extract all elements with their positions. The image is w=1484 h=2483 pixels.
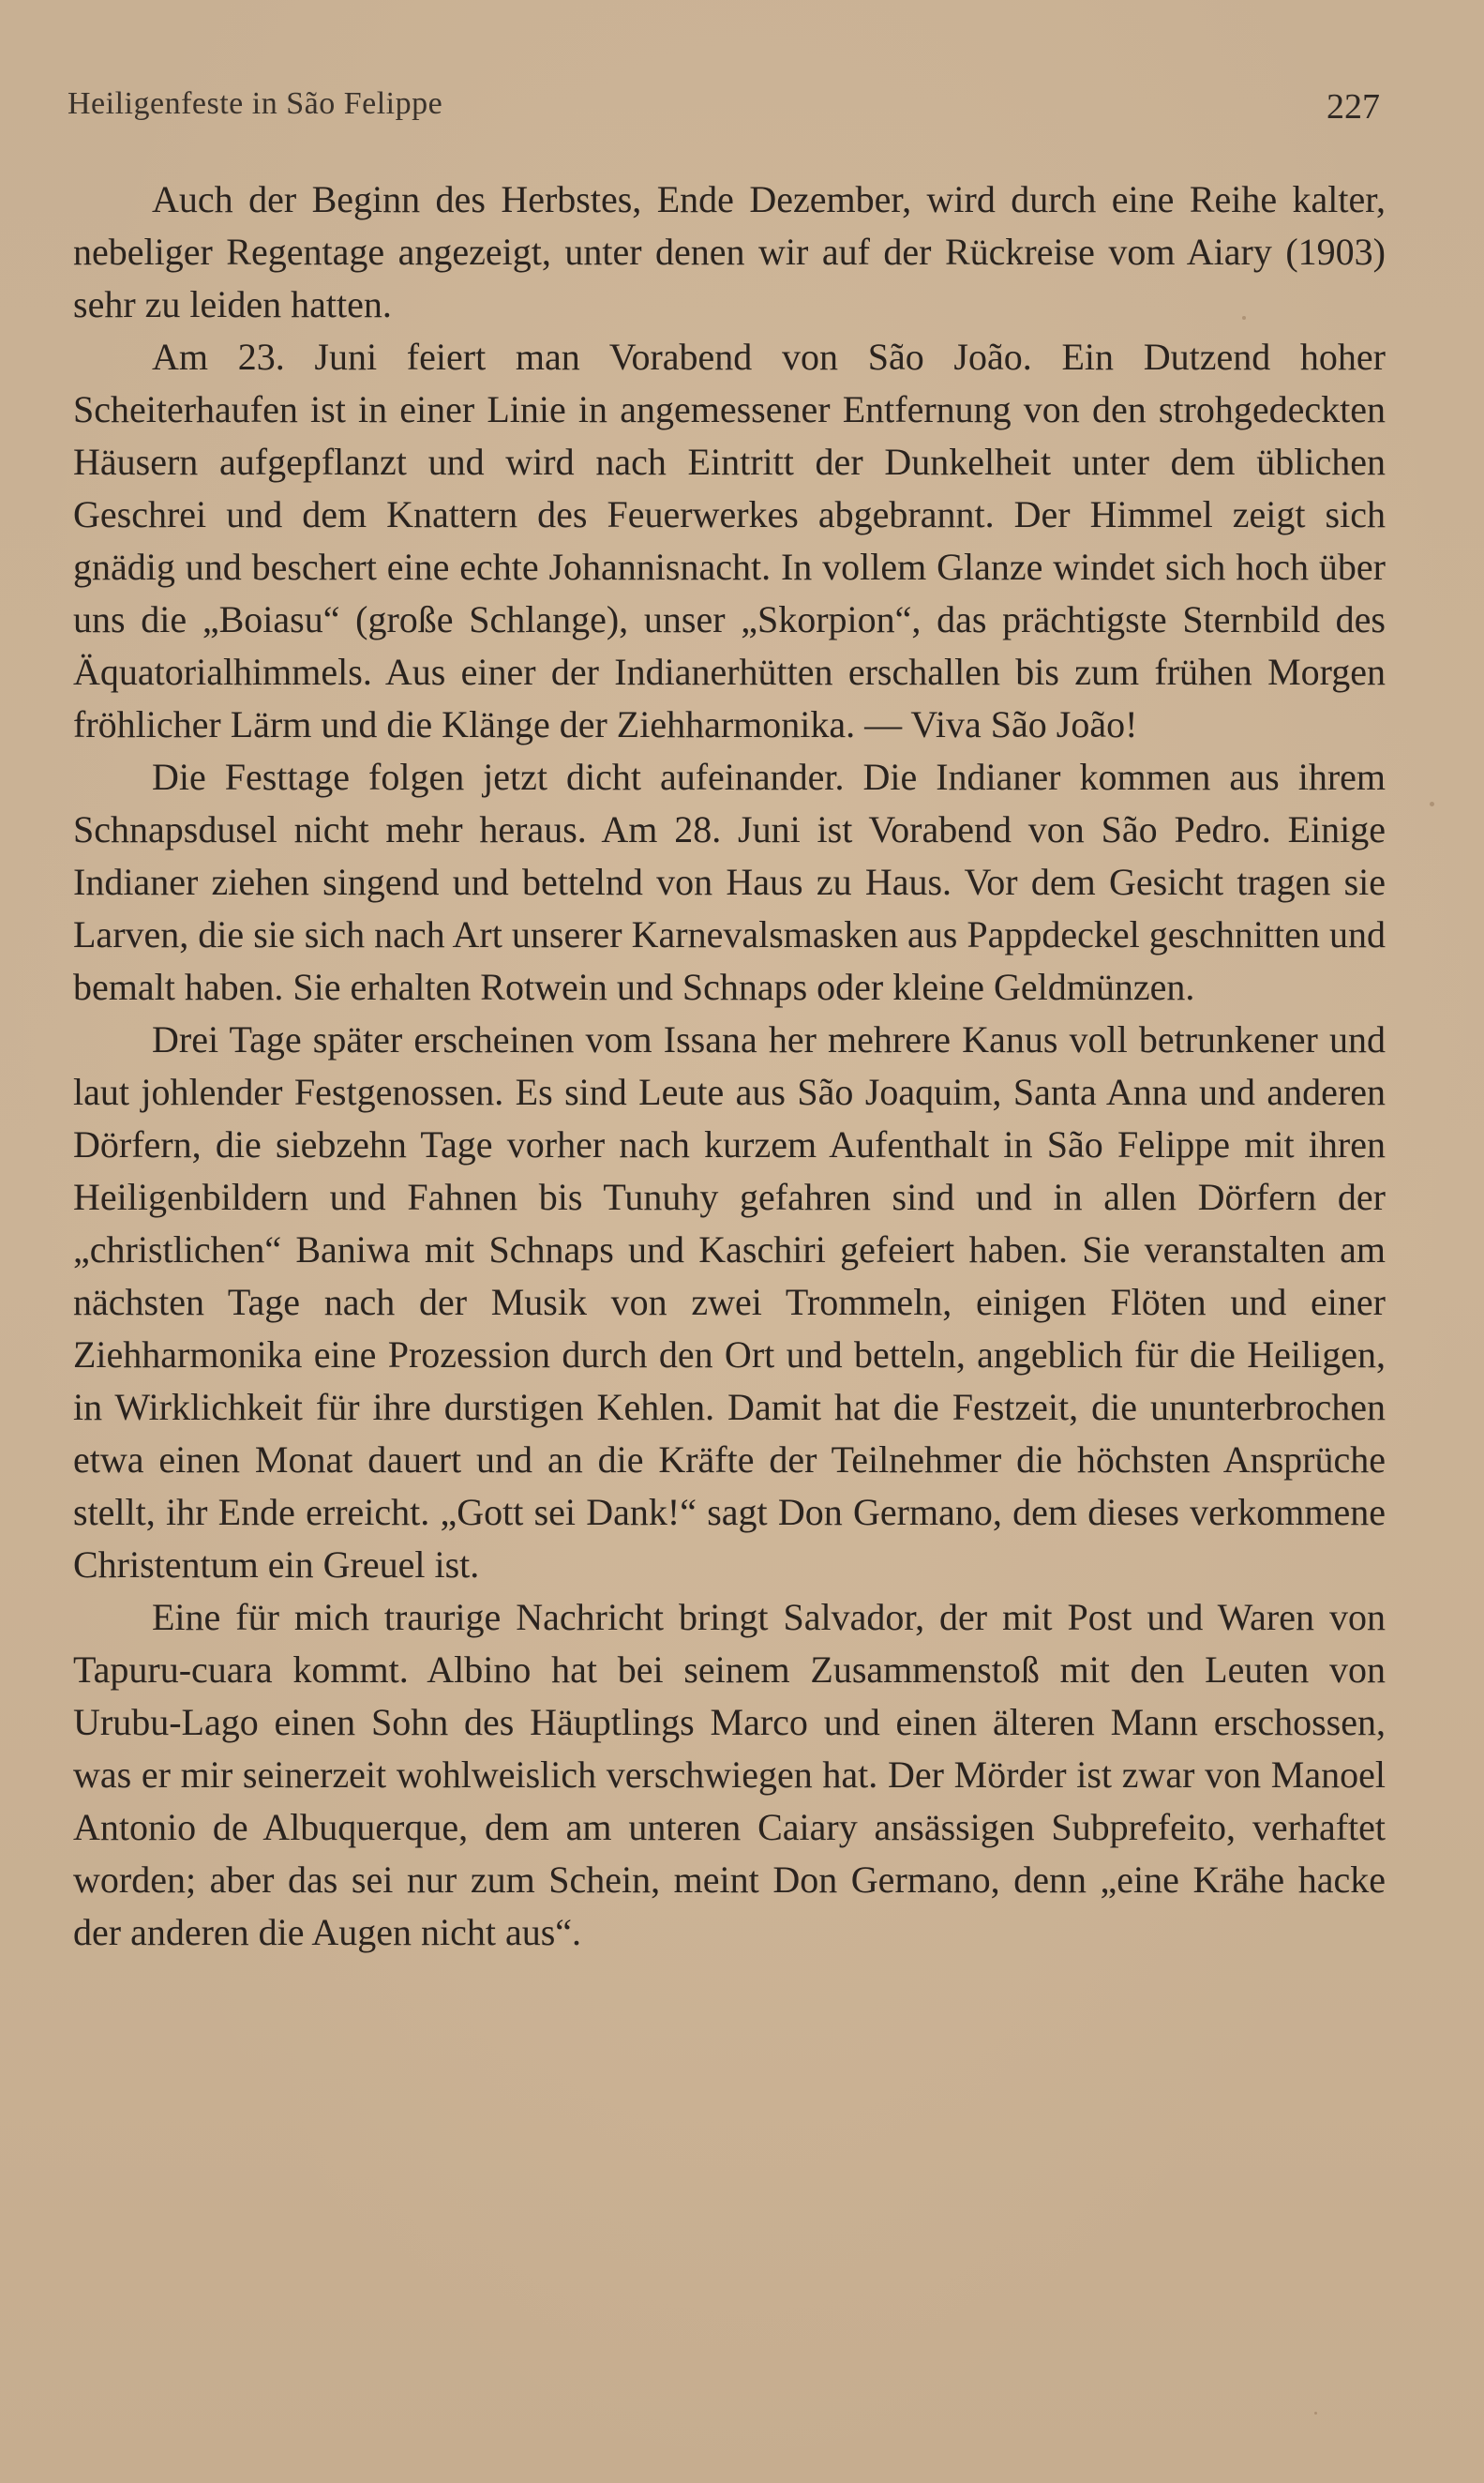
running-title: Heiligenfeste in São Felippe <box>67 86 443 121</box>
paragraph-1: Auch der Beginn des Herbstes, Ende Dezember, wird durch eine Reihe kalter, nebeliger Regentage angezeigt, unter denen wir auf der Rückreise vom Aiary (1903) sehr zu leiden hatten. <box>73 178 1386 325</box>
paper-speck <box>1314 2412 1317 2415</box>
paragraph-2: Am 23. Juni feiert man Vorabend von São João. Ein Dutzend hoher Scheiterhaufen ist in einer Linie in angemessener Entfernung von den strohgedeckten Häusern aufgepflanzt und wird nach Eintritt der Dunkelheit unter dem üblichen Geschrei und dem Knattern des Feuerwerkes abgebrannt. Der Himmel zeigt sich gnädig und beschert eine echte Johannisnacht. In vollem Glanze windet sich hoch über uns die „Boiasu“ (große Schlange), unser „Skorpion“, das prächtigste Sternbild des Äquatorialhimmels. Aus einer der Indianerhütten erschallen bis zum frühen Morgen fröhlicher Lärm und die Klänge der Ziehharmonika. — Viva São João! <box>73 336 1386 745</box>
paper-speck <box>1430 802 1434 806</box>
paragraph-4: Drei Tage später erscheinen vom Issana her mehrere Kanus voll betrunkener und laut johlender Festgenossen. Es sind Leute aus São Joaquim, Santa Anna und anderen Dörfern, die siebzehn Tage vorher nach kurzem Aufenthalt in São Felippe mit ihren Heiligenbildern und Fahnen bis Tunuhy gefahren sind und in allen Dörfern der „christlichen“ Baniwa mit Schnaps und Kaschiri gefeiert haben. Sie veranstalten am nächsten Tage nach der Musik von zwei Trommeln, einigen Flöten und einer Ziehharmonika eine Prozession durch den Ort und betteln, angeblich für die Heiligen, in Wirklichkeit für ihre durstigen Kehlen. Damit hat die Festzeit, die ununterbrochen etwa einen Monat dauert und an die Kräfte der Teilnehmer die höchsten Ansprüche stellt, ihr Ende erreicht. „Gott sei Dank!“ sagt Don Germano, dem dieses verkommene Christentum ein Greuel ist. <box>73 1018 1386 1586</box>
paragraph-3: Die Festtage folgen jetzt dicht aufeinander. Die Indianer kommen aus ihrem Schnapsdusel nicht mehr heraus. Am 28. Juni ist Vorabend von São Pedro. Einige Indianer ziehen singend und bettelnd von Haus zu Haus. Vor dem Gesicht tragen sie Larven, die sie sich nach Art unserer Karnevalsmasken aus Pappdeckel geschnitten und bemalt haben. Sie erhalten Rotwein und Schnaps oder kleine Geldmünzen. <box>73 756 1386 1008</box>
page-number: 227 <box>1327 87 1380 127</box>
paper-speck <box>1242 316 1246 320</box>
paragraph-5: Eine für mich traurige Nachricht bringt Salvador, der mit Post und Waren von Tapuru-cuara kommt. Albino hat bei seinem Zusammenstoß mit den Leuten von Urubu-Lago einen Sohn des Häuptlings Marco und einen älteren Mann erschossen, was er mir seinerzeit wohlweislich verschwiegen hat. Der Mörder ist zwar von Manoel Antonio de Albuquerque, dem am unteren Caiary ansässigen Subprefeito, verhaftet worden; aber das sei nur zum Schein, meint Don Germano, denn „eine Krähe hacke der anderen die Augen nicht aus“. <box>73 1596 1386 1953</box>
body-text <box>73 173 1386 1959</box>
running-head <box>67 86 1380 131</box>
